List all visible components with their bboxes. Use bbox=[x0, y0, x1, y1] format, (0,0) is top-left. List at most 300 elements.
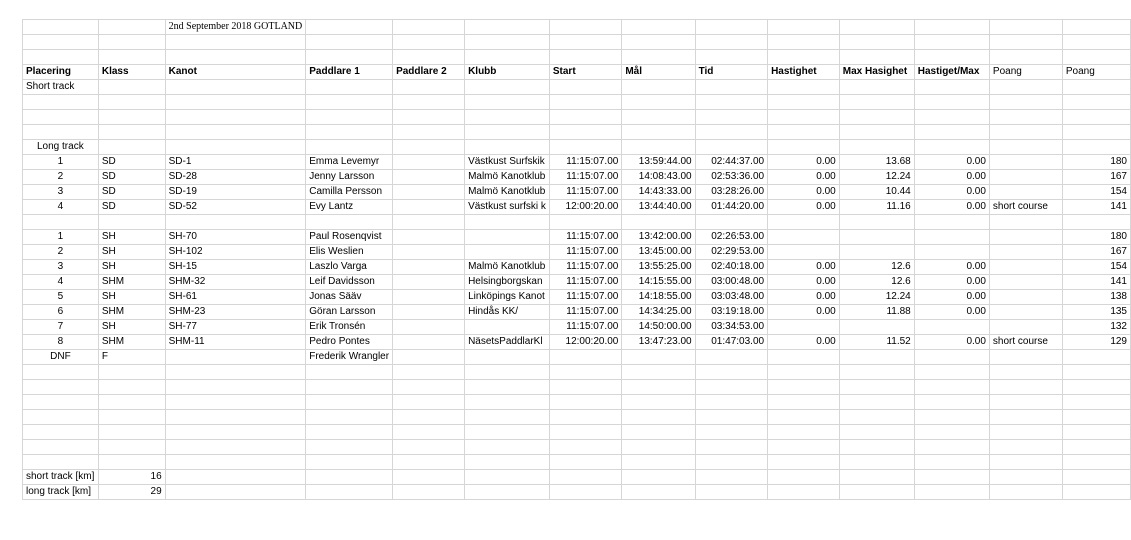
track-length-label[interactable]: long track [km] bbox=[23, 485, 99, 500]
empty-cell[interactable] bbox=[914, 20, 989, 35]
points-cell[interactable]: 167 bbox=[1062, 170, 1130, 185]
empty-cell[interactable] bbox=[393, 485, 465, 500]
points-cell[interactable]: 180 bbox=[1062, 230, 1130, 245]
empty-cell[interactable] bbox=[768, 410, 840, 425]
empty-cell[interactable] bbox=[549, 35, 621, 50]
paddler2-cell[interactable] bbox=[393, 200, 465, 215]
empty-cell[interactable] bbox=[622, 425, 695, 440]
empty-cell[interactable] bbox=[839, 470, 914, 485]
club-cell[interactable]: Hindås KK/ bbox=[465, 305, 550, 320]
ratio-cell[interactable]: 0.00 bbox=[914, 275, 989, 290]
empty-cell[interactable] bbox=[23, 440, 99, 455]
paddler2-cell[interactable] bbox=[393, 320, 465, 335]
empty-cell[interactable] bbox=[839, 80, 914, 95]
empty-cell[interactable] bbox=[622, 485, 695, 500]
empty-cell[interactable] bbox=[622, 110, 695, 125]
empty-cell[interactable] bbox=[695, 440, 767, 455]
time-cell[interactable]: 02:40:18.00 bbox=[695, 260, 767, 275]
empty-cell[interactable] bbox=[839, 95, 914, 110]
club-cell[interactable] bbox=[465, 320, 550, 335]
ratio-cell[interactable]: 0.00 bbox=[914, 335, 989, 350]
placement-cell[interactable]: 1 bbox=[23, 155, 99, 170]
empty-cell[interactable] bbox=[23, 380, 99, 395]
note-cell[interactable]: short course bbox=[989, 335, 1062, 350]
empty-cell[interactable] bbox=[622, 410, 695, 425]
column-header[interactable]: Poang bbox=[1062, 65, 1130, 80]
empty-cell[interactable] bbox=[839, 50, 914, 65]
empty-cell[interactable] bbox=[465, 20, 550, 35]
empty-cell[interactable] bbox=[465, 440, 550, 455]
empty-cell[interactable] bbox=[165, 455, 306, 470]
ratio-cell[interactable]: 0.00 bbox=[914, 200, 989, 215]
placement-cell[interactable]: 4 bbox=[23, 275, 99, 290]
empty-cell[interactable] bbox=[165, 410, 306, 425]
empty-cell[interactable] bbox=[622, 20, 695, 35]
empty-cell[interactable] bbox=[98, 95, 165, 110]
empty-cell[interactable] bbox=[306, 395, 393, 410]
empty-cell[interactable] bbox=[1062, 485, 1130, 500]
club-cell[interactable]: Malmö Kanotklub bbox=[465, 185, 550, 200]
empty-cell[interactable] bbox=[622, 50, 695, 65]
canoe-cell[interactable]: SD-28 bbox=[165, 170, 306, 185]
empty-cell[interactable] bbox=[989, 470, 1062, 485]
points-cell[interactable]: 141 bbox=[1062, 200, 1130, 215]
placement-cell[interactable]: 5 bbox=[23, 290, 99, 305]
empty-cell[interactable] bbox=[989, 125, 1062, 140]
empty-cell[interactable] bbox=[306, 440, 393, 455]
empty-cell[interactable] bbox=[549, 470, 621, 485]
empty-cell[interactable] bbox=[465, 95, 550, 110]
paddler2-cell[interactable] bbox=[393, 275, 465, 290]
column-header[interactable]: Paddlare 2 bbox=[393, 65, 465, 80]
points-cell[interactable]: 141 bbox=[1062, 275, 1130, 290]
canoe-cell[interactable]: SH-102 bbox=[165, 245, 306, 260]
canoe-cell[interactable]: SH-77 bbox=[165, 320, 306, 335]
class-cell[interactable]: SH bbox=[98, 260, 165, 275]
empty-cell[interactable] bbox=[695, 95, 767, 110]
empty-cell[interactable] bbox=[914, 410, 989, 425]
note-cell[interactable] bbox=[989, 305, 1062, 320]
empty-cell[interactable] bbox=[549, 20, 621, 35]
max-speed-cell[interactable]: 13.68 bbox=[839, 155, 914, 170]
empty-cell[interactable] bbox=[839, 365, 914, 380]
empty-cell[interactable] bbox=[23, 455, 99, 470]
paddler1-cell[interactable]: Evy Lantz bbox=[306, 200, 393, 215]
empty-cell[interactable] bbox=[622, 140, 695, 155]
empty-cell[interactable] bbox=[695, 410, 767, 425]
club-cell[interactable]: Linköpings Kanot bbox=[465, 290, 550, 305]
points-cell[interactable]: 154 bbox=[1062, 185, 1130, 200]
empty-cell[interactable] bbox=[98, 35, 165, 50]
max-speed-cell[interactable]: 12.6 bbox=[839, 275, 914, 290]
empty-cell[interactable] bbox=[989, 20, 1062, 35]
empty-cell[interactable] bbox=[306, 50, 393, 65]
empty-cell[interactable] bbox=[622, 380, 695, 395]
empty-cell[interactable] bbox=[306, 410, 393, 425]
empty-cell[interactable] bbox=[98, 365, 165, 380]
max-speed-cell[interactable]: 11.16 bbox=[839, 200, 914, 215]
paddler1-cell[interactable]: Frederik Wrangler bbox=[306, 350, 393, 365]
canoe-cell[interactable]: SD-19 bbox=[165, 185, 306, 200]
class-cell[interactable]: SHM bbox=[98, 305, 165, 320]
note-cell[interactable] bbox=[989, 275, 1062, 290]
time-cell[interactable]: 03:34:53.00 bbox=[695, 320, 767, 335]
canoe-cell[interactable]: SD-52 bbox=[165, 200, 306, 215]
max-speed-cell[interactable] bbox=[839, 245, 914, 260]
empty-cell[interactable] bbox=[98, 455, 165, 470]
empty-cell[interactable] bbox=[306, 95, 393, 110]
empty-cell[interactable] bbox=[165, 50, 306, 65]
empty-cell[interactable] bbox=[839, 455, 914, 470]
empty-cell[interactable] bbox=[465, 410, 550, 425]
empty-cell[interactable] bbox=[914, 95, 989, 110]
empty-cell[interactable] bbox=[989, 455, 1062, 470]
points-cell[interactable] bbox=[1062, 350, 1130, 365]
finish-cell[interactable]: 14:18:55.00 bbox=[622, 290, 695, 305]
max-speed-cell[interactable]: 10.44 bbox=[839, 185, 914, 200]
club-cell[interactable]: Malmö Kanotklub bbox=[465, 260, 550, 275]
start-cell[interactable]: 11:15:07.00 bbox=[549, 320, 621, 335]
empty-cell[interactable] bbox=[1062, 410, 1130, 425]
paddler1-cell[interactable]: Camilla Persson bbox=[306, 185, 393, 200]
club-cell[interactable] bbox=[465, 350, 550, 365]
max-speed-cell[interactable]: 12.24 bbox=[839, 170, 914, 185]
empty-cell[interactable] bbox=[622, 80, 695, 95]
empty-cell[interactable] bbox=[989, 110, 1062, 125]
empty-cell[interactable] bbox=[695, 140, 767, 155]
note-cell[interactable] bbox=[989, 320, 1062, 335]
class-cell[interactable]: SHM bbox=[98, 275, 165, 290]
time-cell[interactable]: 03:19:18.00 bbox=[695, 305, 767, 320]
empty-cell[interactable] bbox=[1062, 20, 1130, 35]
empty-cell[interactable] bbox=[1062, 425, 1130, 440]
empty-cell[interactable] bbox=[165, 95, 306, 110]
paddler1-cell[interactable]: Elis Weslien bbox=[306, 245, 393, 260]
empty-cell[interactable] bbox=[695, 125, 767, 140]
empty-cell[interactable] bbox=[695, 380, 767, 395]
empty-cell[interactable] bbox=[393, 470, 465, 485]
paddler1-cell[interactable]: Jonas Sääv bbox=[306, 290, 393, 305]
empty-cell[interactable] bbox=[695, 455, 767, 470]
empty-cell[interactable] bbox=[989, 425, 1062, 440]
empty-cell[interactable] bbox=[98, 425, 165, 440]
empty-cell[interactable] bbox=[622, 455, 695, 470]
empty-cell[interactable] bbox=[98, 125, 165, 140]
empty-cell[interactable] bbox=[165, 470, 306, 485]
empty-cell[interactable] bbox=[1062, 140, 1130, 155]
empty-cell[interactable] bbox=[914, 380, 989, 395]
finish-cell[interactable] bbox=[622, 350, 695, 365]
column-header[interactable]: Placering bbox=[23, 65, 99, 80]
note-cell[interactable] bbox=[989, 170, 1062, 185]
empty-cell[interactable] bbox=[914, 485, 989, 500]
empty-cell[interactable] bbox=[165, 365, 306, 380]
empty-cell[interactable] bbox=[914, 110, 989, 125]
start-cell[interactable] bbox=[549, 350, 621, 365]
club-cell[interactable]: Västkust Surfskik bbox=[465, 155, 550, 170]
speed-cell[interactable] bbox=[768, 350, 840, 365]
empty-cell[interactable] bbox=[839, 425, 914, 440]
track-length-value[interactable]: 16 bbox=[98, 470, 165, 485]
placement-cell[interactable]: 1 bbox=[23, 230, 99, 245]
paddler1-cell[interactable]: Paul Rosenqvist bbox=[306, 230, 393, 245]
empty-cell[interactable] bbox=[23, 20, 99, 35]
time-cell[interactable]: 02:44:37.00 bbox=[695, 155, 767, 170]
track-length-label[interactable]: short track [km] bbox=[23, 470, 99, 485]
paddler1-cell[interactable]: Emma Levemyr bbox=[306, 155, 393, 170]
empty-cell[interactable] bbox=[989, 365, 1062, 380]
empty-cell[interactable] bbox=[465, 35, 550, 50]
ratio-cell[interactable]: 0.00 bbox=[914, 290, 989, 305]
empty-cell[interactable] bbox=[393, 125, 465, 140]
empty-cell[interactable] bbox=[465, 50, 550, 65]
empty-cell[interactable] bbox=[839, 395, 914, 410]
max-speed-cell[interactable]: 12.24 bbox=[839, 290, 914, 305]
empty-cell[interactable] bbox=[393, 440, 465, 455]
speed-cell[interactable]: 0.00 bbox=[768, 260, 840, 275]
start-cell[interactable]: 11:15:07.00 bbox=[549, 230, 621, 245]
empty-cell[interactable] bbox=[989, 215, 1062, 230]
empty-cell[interactable] bbox=[549, 485, 621, 500]
empty-cell[interactable] bbox=[914, 35, 989, 50]
empty-cell[interactable] bbox=[98, 110, 165, 125]
empty-cell[interactable] bbox=[465, 365, 550, 380]
empty-cell[interactable] bbox=[549, 380, 621, 395]
column-header[interactable]: Kanot bbox=[165, 65, 306, 80]
class-cell[interactable]: F bbox=[98, 350, 165, 365]
empty-cell[interactable] bbox=[768, 95, 840, 110]
empty-cell[interactable] bbox=[1062, 380, 1130, 395]
class-cell[interactable]: SD bbox=[98, 170, 165, 185]
speed-cell[interactable]: 0.00 bbox=[768, 185, 840, 200]
max-speed-cell[interactable]: 12.6 bbox=[839, 260, 914, 275]
empty-cell[interactable] bbox=[989, 395, 1062, 410]
paddler2-cell[interactable] bbox=[393, 290, 465, 305]
empty-cell[interactable] bbox=[23, 95, 99, 110]
empty-cell[interactable] bbox=[768, 50, 840, 65]
empty-cell[interactable] bbox=[695, 110, 767, 125]
empty-cell[interactable] bbox=[465, 425, 550, 440]
empty-cell[interactable] bbox=[306, 470, 393, 485]
column-header[interactable]: Hastighet bbox=[768, 65, 840, 80]
start-cell[interactable]: 11:15:07.00 bbox=[549, 185, 621, 200]
column-header[interactable]: Mål bbox=[622, 65, 695, 80]
empty-cell[interactable] bbox=[393, 395, 465, 410]
empty-cell[interactable] bbox=[393, 35, 465, 50]
empty-cell[interactable] bbox=[165, 395, 306, 410]
empty-cell[interactable] bbox=[306, 380, 393, 395]
paddler1-cell[interactable]: Göran Larsson bbox=[306, 305, 393, 320]
empty-cell[interactable] bbox=[1062, 440, 1130, 455]
empty-cell[interactable] bbox=[23, 50, 99, 65]
ratio-cell[interactable] bbox=[914, 245, 989, 260]
speed-cell[interactable]: 0.00 bbox=[768, 275, 840, 290]
empty-cell[interactable] bbox=[914, 215, 989, 230]
empty-cell[interactable] bbox=[165, 110, 306, 125]
empty-cell[interactable] bbox=[98, 20, 165, 35]
empty-cell[interactable] bbox=[768, 455, 840, 470]
empty-cell[interactable] bbox=[1062, 470, 1130, 485]
empty-cell[interactable] bbox=[989, 485, 1062, 500]
empty-cell[interactable] bbox=[549, 95, 621, 110]
empty-cell[interactable] bbox=[695, 425, 767, 440]
note-cell[interactable] bbox=[989, 260, 1062, 275]
empty-cell[interactable] bbox=[839, 110, 914, 125]
time-cell[interactable]: 03:03:48.00 bbox=[695, 290, 767, 305]
finish-cell[interactable]: 14:34:25.00 bbox=[622, 305, 695, 320]
club-cell[interactable]: Helsingborgskan bbox=[465, 275, 550, 290]
empty-cell[interactable] bbox=[306, 485, 393, 500]
speed-cell[interactable]: 0.00 bbox=[768, 170, 840, 185]
empty-cell[interactable] bbox=[465, 395, 550, 410]
paddler1-cell[interactable]: Pedro Pontes bbox=[306, 335, 393, 350]
canoe-cell[interactable]: SH-70 bbox=[165, 230, 306, 245]
ratio-cell[interactable]: 0.00 bbox=[914, 155, 989, 170]
placement-cell[interactable]: 3 bbox=[23, 260, 99, 275]
start-cell[interactable]: 11:15:07.00 bbox=[549, 170, 621, 185]
class-cell[interactable]: SH bbox=[98, 230, 165, 245]
points-cell[interactable]: 138 bbox=[1062, 290, 1130, 305]
empty-cell[interactable] bbox=[768, 395, 840, 410]
empty-cell[interactable] bbox=[1062, 50, 1130, 65]
ratio-cell[interactable] bbox=[914, 350, 989, 365]
empty-cell[interactable] bbox=[1062, 110, 1130, 125]
time-cell[interactable]: 02:26:53.00 bbox=[695, 230, 767, 245]
empty-cell[interactable] bbox=[393, 80, 465, 95]
empty-cell[interactable] bbox=[622, 35, 695, 50]
empty-cell[interactable] bbox=[165, 35, 306, 50]
track-length-value[interactable]: 29 bbox=[98, 485, 165, 500]
empty-cell[interactable] bbox=[695, 35, 767, 50]
placement-cell[interactable]: 4 bbox=[23, 200, 99, 215]
paddler2-cell[interactable] bbox=[393, 155, 465, 170]
empty-cell[interactable] bbox=[549, 425, 621, 440]
finish-cell[interactable]: 13:55:25.00 bbox=[622, 260, 695, 275]
start-cell[interactable]: 12:00:20.00 bbox=[549, 335, 621, 350]
ratio-cell[interactable]: 0.00 bbox=[914, 305, 989, 320]
canoe-cell[interactable]: SH-61 bbox=[165, 290, 306, 305]
start-cell[interactable]: 12:00:20.00 bbox=[549, 200, 621, 215]
paddler1-cell[interactable]: Leif Davidsson bbox=[306, 275, 393, 290]
class-cell[interactable]: SD bbox=[98, 185, 165, 200]
finish-cell[interactable]: 14:50:00.00 bbox=[622, 320, 695, 335]
empty-cell[interactable] bbox=[622, 95, 695, 110]
empty-cell[interactable] bbox=[989, 95, 1062, 110]
points-cell[interactable]: 154 bbox=[1062, 260, 1130, 275]
empty-cell[interactable] bbox=[768, 110, 840, 125]
empty-cell[interactable] bbox=[622, 365, 695, 380]
speed-cell[interactable]: 0.00 bbox=[768, 305, 840, 320]
empty-cell[interactable] bbox=[549, 125, 621, 140]
empty-cell[interactable] bbox=[23, 35, 99, 50]
empty-cell[interactable] bbox=[306, 425, 393, 440]
empty-cell[interactable] bbox=[393, 455, 465, 470]
empty-cell[interactable] bbox=[549, 215, 621, 230]
paddler2-cell[interactable] bbox=[393, 170, 465, 185]
empty-cell[interactable] bbox=[393, 425, 465, 440]
empty-cell[interactable] bbox=[393, 410, 465, 425]
paddler2-cell[interactable] bbox=[393, 260, 465, 275]
club-cell[interactable] bbox=[465, 245, 550, 260]
column-header[interactable]: Paddlare 1 bbox=[306, 65, 393, 80]
empty-cell[interactable] bbox=[768, 215, 840, 230]
empty-cell[interactable] bbox=[549, 110, 621, 125]
empty-cell[interactable] bbox=[393, 215, 465, 230]
finish-cell[interactable]: 13:47:23.00 bbox=[622, 335, 695, 350]
empty-cell[interactable] bbox=[165, 215, 306, 230]
placement-cell[interactable]: 2 bbox=[23, 245, 99, 260]
empty-cell[interactable] bbox=[306, 20, 393, 35]
empty-cell[interactable] bbox=[549, 80, 621, 95]
placement-cell[interactable]: 2 bbox=[23, 170, 99, 185]
section-label-long-track[interactable]: Long track bbox=[23, 140, 99, 155]
club-cell[interactable] bbox=[465, 230, 550, 245]
speed-cell[interactable] bbox=[768, 320, 840, 335]
empty-cell[interactable] bbox=[165, 380, 306, 395]
empty-cell[interactable] bbox=[914, 470, 989, 485]
empty-cell[interactable] bbox=[23, 110, 99, 125]
ratio-cell[interactable]: 0.00 bbox=[914, 170, 989, 185]
empty-cell[interactable] bbox=[98, 140, 165, 155]
empty-cell[interactable] bbox=[549, 395, 621, 410]
class-cell[interactable]: SHM bbox=[98, 335, 165, 350]
empty-cell[interactable] bbox=[23, 425, 99, 440]
empty-cell[interactable] bbox=[465, 110, 550, 125]
empty-cell[interactable] bbox=[23, 215, 99, 230]
empty-cell[interactable] bbox=[98, 440, 165, 455]
placement-cell[interactable]: DNF bbox=[23, 350, 99, 365]
empty-cell[interactable] bbox=[622, 440, 695, 455]
placement-cell[interactable]: 7 bbox=[23, 320, 99, 335]
finish-cell[interactable]: 14:43:33.00 bbox=[622, 185, 695, 200]
empty-cell[interactable] bbox=[839, 440, 914, 455]
class-cell[interactable]: SD bbox=[98, 155, 165, 170]
empty-cell[interactable] bbox=[165, 440, 306, 455]
empty-cell[interactable] bbox=[695, 80, 767, 95]
empty-cell[interactable] bbox=[98, 215, 165, 230]
speed-cell[interactable] bbox=[768, 245, 840, 260]
empty-cell[interactable] bbox=[1062, 35, 1130, 50]
start-cell[interactable]: 11:15:07.00 bbox=[549, 245, 621, 260]
placement-cell[interactable]: 6 bbox=[23, 305, 99, 320]
speed-cell[interactable] bbox=[768, 230, 840, 245]
empty-cell[interactable] bbox=[695, 365, 767, 380]
ratio-cell[interactable]: 0.00 bbox=[914, 185, 989, 200]
canoe-cell[interactable]: SHM-32 bbox=[165, 275, 306, 290]
start-cell[interactable]: 11:15:07.00 bbox=[549, 275, 621, 290]
max-speed-cell[interactable] bbox=[839, 230, 914, 245]
empty-cell[interactable] bbox=[23, 365, 99, 380]
points-cell[interactable]: 135 bbox=[1062, 305, 1130, 320]
empty-cell[interactable] bbox=[768, 125, 840, 140]
empty-cell[interactable] bbox=[914, 125, 989, 140]
empty-cell[interactable] bbox=[695, 20, 767, 35]
empty-cell[interactable] bbox=[98, 380, 165, 395]
paddler2-cell[interactable] bbox=[393, 350, 465, 365]
class-cell[interactable]: SH bbox=[98, 290, 165, 305]
section-label-short-track[interactable]: Short track bbox=[23, 80, 99, 95]
canoe-cell[interactable] bbox=[165, 350, 306, 365]
empty-cell[interactable] bbox=[549, 140, 621, 155]
empty-cell[interactable] bbox=[622, 125, 695, 140]
empty-cell[interactable] bbox=[989, 35, 1062, 50]
empty-cell[interactable] bbox=[989, 380, 1062, 395]
empty-cell[interactable] bbox=[839, 410, 914, 425]
canoe-cell[interactable]: SH-15 bbox=[165, 260, 306, 275]
points-cell[interactable]: 180 bbox=[1062, 155, 1130, 170]
start-cell[interactable]: 11:15:07.00 bbox=[549, 155, 621, 170]
empty-cell[interactable] bbox=[839, 215, 914, 230]
